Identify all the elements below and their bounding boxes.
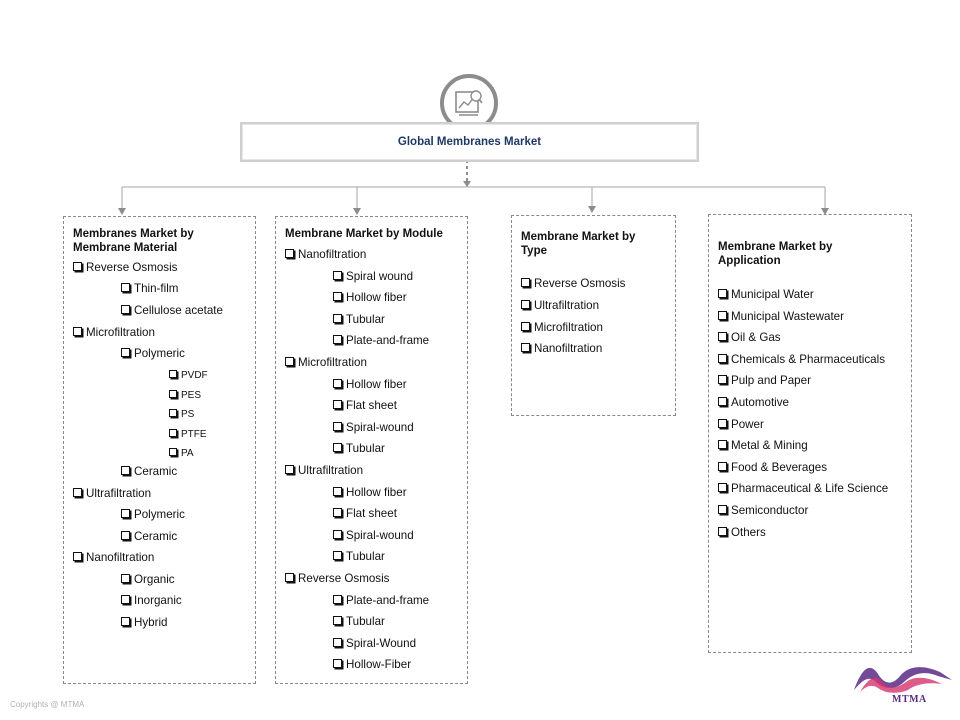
list-item-label: Spiral wound bbox=[346, 269, 414, 283]
list-item bbox=[121, 508, 185, 522]
checkbox-bullet-icon bbox=[333, 314, 342, 323]
root-arrowhead bbox=[463, 181, 471, 187]
list-item-label: Tubular bbox=[346, 550, 385, 564]
checkbox-bullet-icon bbox=[718, 505, 727, 514]
list-item-label: Inorganic bbox=[134, 594, 182, 607]
checkbox-bullet-icon bbox=[285, 465, 294, 474]
column-type bbox=[511, 215, 676, 416]
list-item bbox=[333, 658, 411, 672]
checkbox-bullet-icon bbox=[718, 419, 727, 428]
checkbox-bullet-icon bbox=[121, 466, 130, 475]
list-item bbox=[333, 507, 397, 521]
checkbox-bullet-icon bbox=[333, 530, 342, 539]
checkbox-bullet-icon bbox=[73, 327, 82, 336]
list-item bbox=[73, 487, 151, 501]
list-item-label: Municipal Wastewater bbox=[731, 309, 844, 323]
list-item-label: Nanofiltration bbox=[298, 248, 367, 261]
list-item-label: Municipal Water bbox=[731, 288, 814, 301]
list-item-label: Plate-and-frame bbox=[346, 593, 430, 607]
list-item bbox=[121, 530, 177, 544]
list-item bbox=[718, 331, 781, 345]
list-item bbox=[121, 573, 175, 587]
list-item-label: Microfiltration bbox=[298, 356, 367, 369]
list-item-label: Flat sheet bbox=[346, 507, 397, 521]
checkbox-bullet-icon bbox=[121, 348, 130, 357]
list-item bbox=[285, 356, 367, 370]
list-item bbox=[285, 572, 389, 586]
checkbox-bullet-icon bbox=[718, 440, 727, 449]
list-item bbox=[718, 482, 888, 496]
list-item bbox=[718, 310, 844, 324]
list-item-label: Microfiltration bbox=[86, 325, 155, 339]
checkbox-bullet-icon bbox=[333, 400, 342, 409]
list-item bbox=[169, 389, 201, 403]
checkbox-bullet-icon bbox=[169, 448, 177, 456]
checkbox-bullet-icon bbox=[285, 357, 294, 366]
checkbox-bullet-icon bbox=[521, 343, 530, 352]
list-item bbox=[73, 551, 154, 565]
list-item-label: PS bbox=[181, 409, 195, 420]
list-item bbox=[333, 615, 385, 629]
checkbox-bullet-icon bbox=[121, 509, 130, 518]
checkbox-bullet-icon bbox=[285, 573, 294, 582]
column-title: Membrane Market by Application bbox=[718, 241, 833, 267]
checkbox-bullet-icon bbox=[333, 443, 342, 452]
checkbox-bullet-icon bbox=[333, 659, 342, 668]
list-item bbox=[333, 442, 385, 456]
list-item bbox=[169, 369, 208, 383]
checkbox-bullet-icon bbox=[121, 305, 130, 314]
checkbox-bullet-icon bbox=[333, 422, 342, 431]
list-item-label: Tubular bbox=[346, 312, 385, 326]
checkbox-bullet-icon bbox=[121, 595, 130, 604]
list-item bbox=[121, 616, 168, 630]
column-membrane-material bbox=[63, 216, 256, 684]
list-item bbox=[73, 261, 177, 275]
list-item-label: Nanofiltration bbox=[534, 342, 603, 356]
list-item bbox=[718, 526, 766, 540]
checkbox-bullet-icon bbox=[73, 488, 82, 497]
list-item bbox=[718, 374, 811, 388]
list-item-label: Metal & Mining bbox=[731, 439, 808, 453]
list-item-label: Hollow fiber bbox=[346, 485, 407, 499]
list-item-label: Ultrafiltration bbox=[534, 298, 600, 312]
checkbox-bullet-icon bbox=[333, 551, 342, 560]
checkbox-bullet-icon bbox=[333, 508, 342, 517]
list-item bbox=[333, 421, 414, 435]
checkbox-bullet-icon bbox=[333, 595, 342, 604]
list-item bbox=[73, 326, 155, 340]
mtma-logo bbox=[852, 660, 956, 708]
list-item bbox=[333, 486, 407, 500]
list-item bbox=[169, 447, 194, 461]
checkbox-bullet-icon bbox=[521, 300, 530, 309]
list-item-label: Pulp and Paper bbox=[731, 374, 811, 388]
branch-arrowhead bbox=[353, 208, 361, 215]
root-title: Global Membranes Market bbox=[397, 136, 542, 148]
list-item bbox=[333, 313, 385, 327]
list-item-label: Spiral-wound bbox=[346, 528, 414, 542]
list-item-label: Cellulose acetate bbox=[134, 304, 223, 317]
column-title: Membrane Market by Module bbox=[285, 228, 443, 240]
list-item bbox=[333, 334, 429, 348]
list-item bbox=[121, 594, 182, 608]
list-item bbox=[285, 248, 366, 262]
checkbox-bullet-icon bbox=[285, 249, 294, 258]
list-item bbox=[521, 277, 625, 291]
checkbox-bullet-icon bbox=[718, 527, 727, 536]
checkbox-bullet-icon bbox=[121, 617, 130, 626]
list-item bbox=[333, 378, 407, 392]
list-item-label: Reverse Osmosis bbox=[86, 261, 178, 274]
list-item-label: Nanofiltration bbox=[86, 551, 155, 564]
list-item bbox=[718, 504, 808, 518]
list-item-label: Microfiltration bbox=[534, 320, 603, 334]
list-item-label: PA bbox=[181, 448, 194, 459]
checkbox-bullet-icon bbox=[718, 375, 727, 384]
list-item bbox=[285, 464, 363, 478]
checkbox-bullet-icon bbox=[121, 574, 130, 583]
list-item bbox=[521, 321, 603, 335]
list-item-label: Semiconductor bbox=[731, 504, 809, 517]
checkbox-bullet-icon bbox=[121, 283, 130, 292]
column-title: Membrane Market by Type bbox=[521, 231, 636, 257]
branch-arrowhead bbox=[588, 206, 596, 213]
checkbox-bullet-icon bbox=[718, 483, 727, 492]
checkbox-bullet-icon bbox=[121, 531, 130, 540]
list-item-label: Plate-and-frame bbox=[346, 334, 430, 348]
checkbox-bullet-icon bbox=[718, 462, 727, 471]
list-item bbox=[333, 270, 413, 284]
list-item-label: Spiral-Wound bbox=[346, 636, 417, 650]
checkbox-bullet-icon bbox=[333, 616, 342, 625]
list-item bbox=[333, 399, 397, 413]
list-item bbox=[333, 550, 385, 564]
list-item-label: Thin-film bbox=[134, 282, 179, 296]
list-item-label: Reverse Osmosis bbox=[534, 277, 626, 290]
mtma-logo-graphic bbox=[852, 660, 956, 694]
checkbox-bullet-icon bbox=[521, 278, 530, 287]
list-item bbox=[718, 439, 808, 453]
list-item-label: Pharmaceutical & Life Science bbox=[731, 482, 889, 496]
checkbox-bullet-icon bbox=[73, 552, 82, 561]
branch-arrowhead bbox=[118, 208, 126, 215]
list-item bbox=[333, 291, 407, 305]
list-item-label: Chemicals & Pharmaceuticals bbox=[731, 352, 885, 366]
list-item bbox=[521, 342, 602, 356]
checkbox-bullet-icon bbox=[718, 397, 727, 406]
list-item-label: Polymeric bbox=[134, 508, 185, 521]
list-item-label: Tubular bbox=[346, 442, 385, 456]
checkbox-bullet-icon bbox=[521, 322, 530, 331]
list-item-label: Oil & Gas bbox=[731, 331, 781, 345]
copyright-text: Copyrights @ MTMA bbox=[10, 700, 85, 709]
checkbox-bullet-icon bbox=[169, 409, 177, 417]
checkbox-bullet-icon bbox=[718, 332, 727, 341]
list-item bbox=[121, 304, 223, 318]
list-item bbox=[333, 594, 429, 608]
root-title-box bbox=[240, 122, 699, 162]
checkbox-bullet-icon bbox=[73, 262, 82, 271]
list-item bbox=[718, 461, 827, 475]
list-item-label: PVDF bbox=[181, 370, 208, 381]
list-item-label: Ultrafiltration bbox=[86, 486, 152, 500]
list-item bbox=[718, 288, 814, 302]
list-item bbox=[169, 428, 207, 442]
list-item-label: Food & Beverages bbox=[731, 460, 828, 474]
list-item-label: Automotive bbox=[731, 396, 789, 409]
list-item-label: Polymeric bbox=[134, 347, 185, 360]
checkbox-bullet-icon bbox=[718, 354, 727, 363]
logo-text: MTMA bbox=[892, 694, 927, 705]
checkbox-bullet-icon bbox=[333, 487, 342, 496]
checkbox-bullet-icon bbox=[333, 379, 342, 388]
checkbox-bullet-icon bbox=[333, 335, 342, 344]
column-module bbox=[275, 216, 468, 684]
list-item bbox=[333, 637, 416, 651]
checkbox-bullet-icon bbox=[333, 638, 342, 647]
list-item-label: Hybrid bbox=[134, 615, 168, 629]
checkbox-bullet-icon bbox=[333, 292, 342, 301]
checkbox-bullet-icon bbox=[718, 311, 727, 320]
list-item bbox=[718, 418, 764, 432]
column-title: Membranes Market by Membrane Material bbox=[73, 228, 194, 254]
list-item-label: PTFE bbox=[181, 428, 207, 440]
list-item-label: Power bbox=[731, 417, 764, 431]
checkbox-bullet-icon bbox=[169, 429, 177, 437]
list-item-label: Organic bbox=[134, 572, 175, 586]
list-item-label: Hollow fiber bbox=[346, 291, 407, 305]
list-item-label: Others bbox=[731, 525, 766, 539]
list-item-label: Ceramic bbox=[134, 465, 178, 478]
list-item bbox=[718, 396, 789, 410]
list-item-label: Ultrafiltration bbox=[298, 464, 364, 477]
list-item-label: Tubular bbox=[346, 615, 385, 629]
checkbox-bullet-icon bbox=[718, 289, 727, 298]
list-item bbox=[521, 299, 599, 313]
checkbox-bullet-icon bbox=[169, 370, 177, 378]
list-item bbox=[121, 282, 178, 296]
list-item bbox=[333, 529, 414, 543]
list-item bbox=[718, 353, 885, 367]
list-item-label: Hollow-Fiber bbox=[346, 658, 412, 672]
list-item-label: Spiral-wound bbox=[346, 420, 414, 434]
list-item bbox=[169, 408, 194, 422]
list-item-label: Flat sheet bbox=[346, 399, 397, 413]
checkbox-bullet-icon bbox=[169, 390, 177, 398]
list-item-label: Hollow fiber bbox=[346, 377, 407, 391]
list-item-label: PES bbox=[181, 389, 202, 401]
list-item-label: Ceramic bbox=[134, 529, 178, 543]
checkbox-bullet-icon bbox=[333, 271, 342, 280]
list-item bbox=[121, 465, 177, 479]
list-item bbox=[121, 347, 185, 361]
column-application bbox=[708, 214, 912, 653]
list-item-label: Reverse Osmosis bbox=[298, 572, 390, 585]
